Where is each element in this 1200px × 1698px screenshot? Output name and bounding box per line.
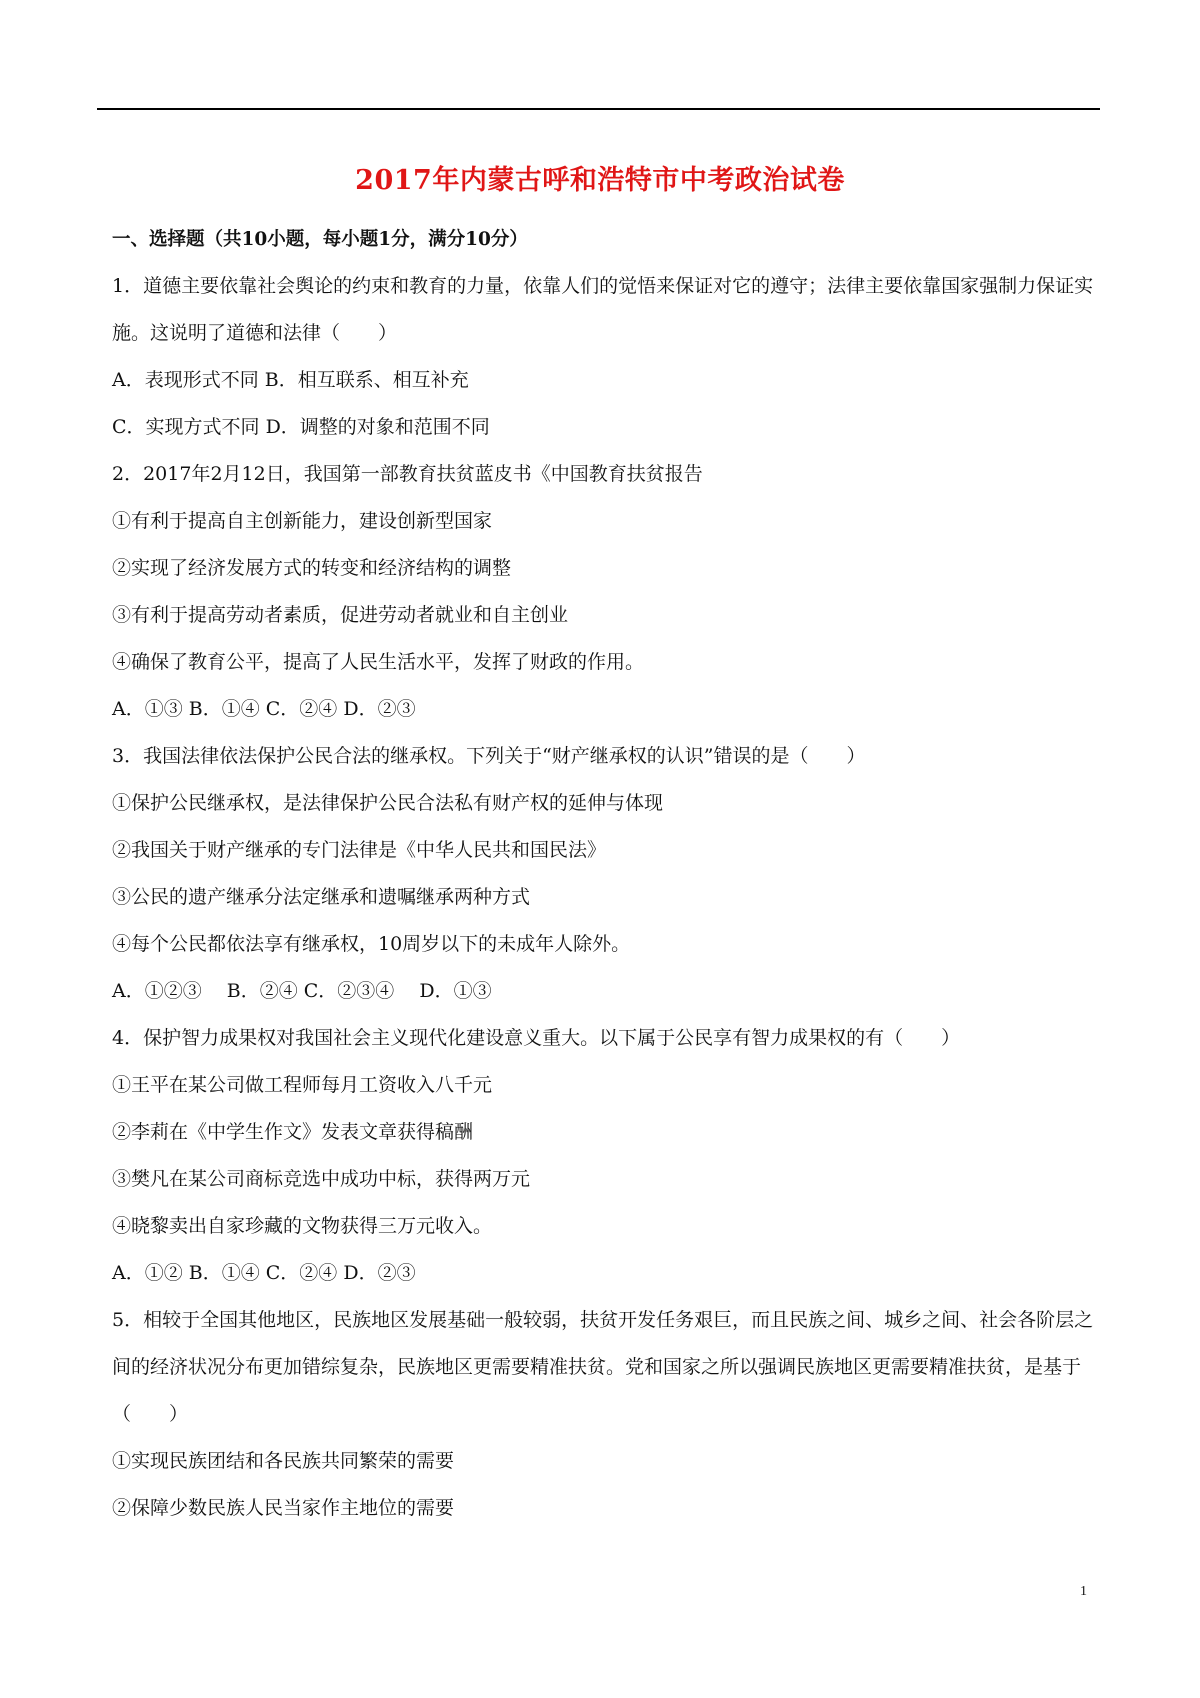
question-2-item-4: ④确保了教育公平，提高了人民生活水平，发挥了财政的作用。 bbox=[112, 651, 645, 673]
question-3-options: A．①②③ B．②④ C．②③④ D．①③ bbox=[112, 980, 492, 1002]
page-number: 1 bbox=[1080, 1584, 1087, 1599]
question-3-item-3: ③公民的遗产继承分法定继承和遗嘱继承两种方式 bbox=[112, 886, 531, 908]
question-3-item-1: ①保护公民继承权，是法律保护公民合法私有财产权的延伸与体现 bbox=[112, 792, 664, 814]
question-4-options: A．①② B．①④ C．②④ D．②③ bbox=[112, 1262, 416, 1284]
question-2-stem: 2．2017年2月12日，我国第一部教育扶贫蓝皮书《中国教育扶贫报告 bbox=[112, 463, 703, 485]
question-4-item-1: ①王平在某公司做工程师每月工资收入八千元 bbox=[112, 1074, 493, 1096]
question-2-options: A．①③ B．①④ C．②④ D．②③ bbox=[112, 698, 416, 720]
question-2-item-3: ③有利于提高劳动者素质，促进劳动者就业和自主创业 bbox=[112, 604, 569, 626]
question-4-item-4: ④晓黎卖出自家珍藏的文物获得三万元收入。 bbox=[112, 1215, 493, 1237]
section-heading: 一、选择题（共10小题，每小题1分，满分10分） bbox=[112, 229, 528, 250]
document-body bbox=[112, 216, 1097, 1532]
question-2-item-1: ①有利于提高自主创新能力，建设创新型国家 bbox=[112, 510, 493, 532]
page-title: 2017年内蒙古呼和浩特市中考政治试卷 bbox=[355, 165, 845, 196]
question-4-item-2: ②李莉在《中学生作文》发表文章获得稿酬 bbox=[112, 1121, 474, 1143]
question-5-stem: 5．相较于全国其他地区，民族地区发展基础一般较弱，扶贫开发任务艰巨，而且民族之间、城乡之间、社会各阶层之间的经济状况分布更加错综复杂，民族地区更需要精准扶贫。党和国家之所以强调民族地区更需要精准扶贫，是基于（ ） bbox=[112, 1309, 1094, 1425]
header-rule bbox=[97, 108, 1100, 110]
question-1-options-ab: A．表现形式不同 B．相互联系、相互补充 bbox=[112, 369, 469, 391]
question-2-item-2: ②实现了经济发展方式的转变和经济结构的调整 bbox=[112, 557, 512, 579]
question-4-item-3: ③樊凡在某公司商标竞选中成功中标，获得两万元 bbox=[112, 1168, 531, 1190]
question-1-stem: 1．道德主要依靠社会舆论的约束和教育的力量，依靠人们的觉悟来保证对它的遵守；法律主要依靠国家强制力保证实施。这说明了道德和法律（ ） bbox=[112, 275, 1094, 344]
question-3-stem: 3．我国法律依法保护公民合法的继承权。下列关于“财产继承权的认识”错误的是（ ） bbox=[112, 745, 866, 767]
question-5-item-1: ①实现民族团结和各民族共同繁荣的需要 bbox=[112, 1450, 455, 1472]
question-3-item-2: ②我国关于财产继承的专门法律是《中华人民共和国民法》 bbox=[112, 839, 607, 861]
question-3-item-4: ④每个公民都依法享有继承权，10周岁以下的未成年人除外。 bbox=[112, 933, 631, 955]
question-5-item-2: ②保障少数民族人民当家作主地位的需要 bbox=[112, 1497, 455, 1519]
question-1-options-cd: C．实现方式不同 D．调整的对象和范围不同 bbox=[112, 416, 490, 438]
question-4-stem: 4．保护智力成果权对我国社会主义现代化建设意义重大。以下属于公民享有智力成果权的有（ ） bbox=[112, 1027, 961, 1049]
